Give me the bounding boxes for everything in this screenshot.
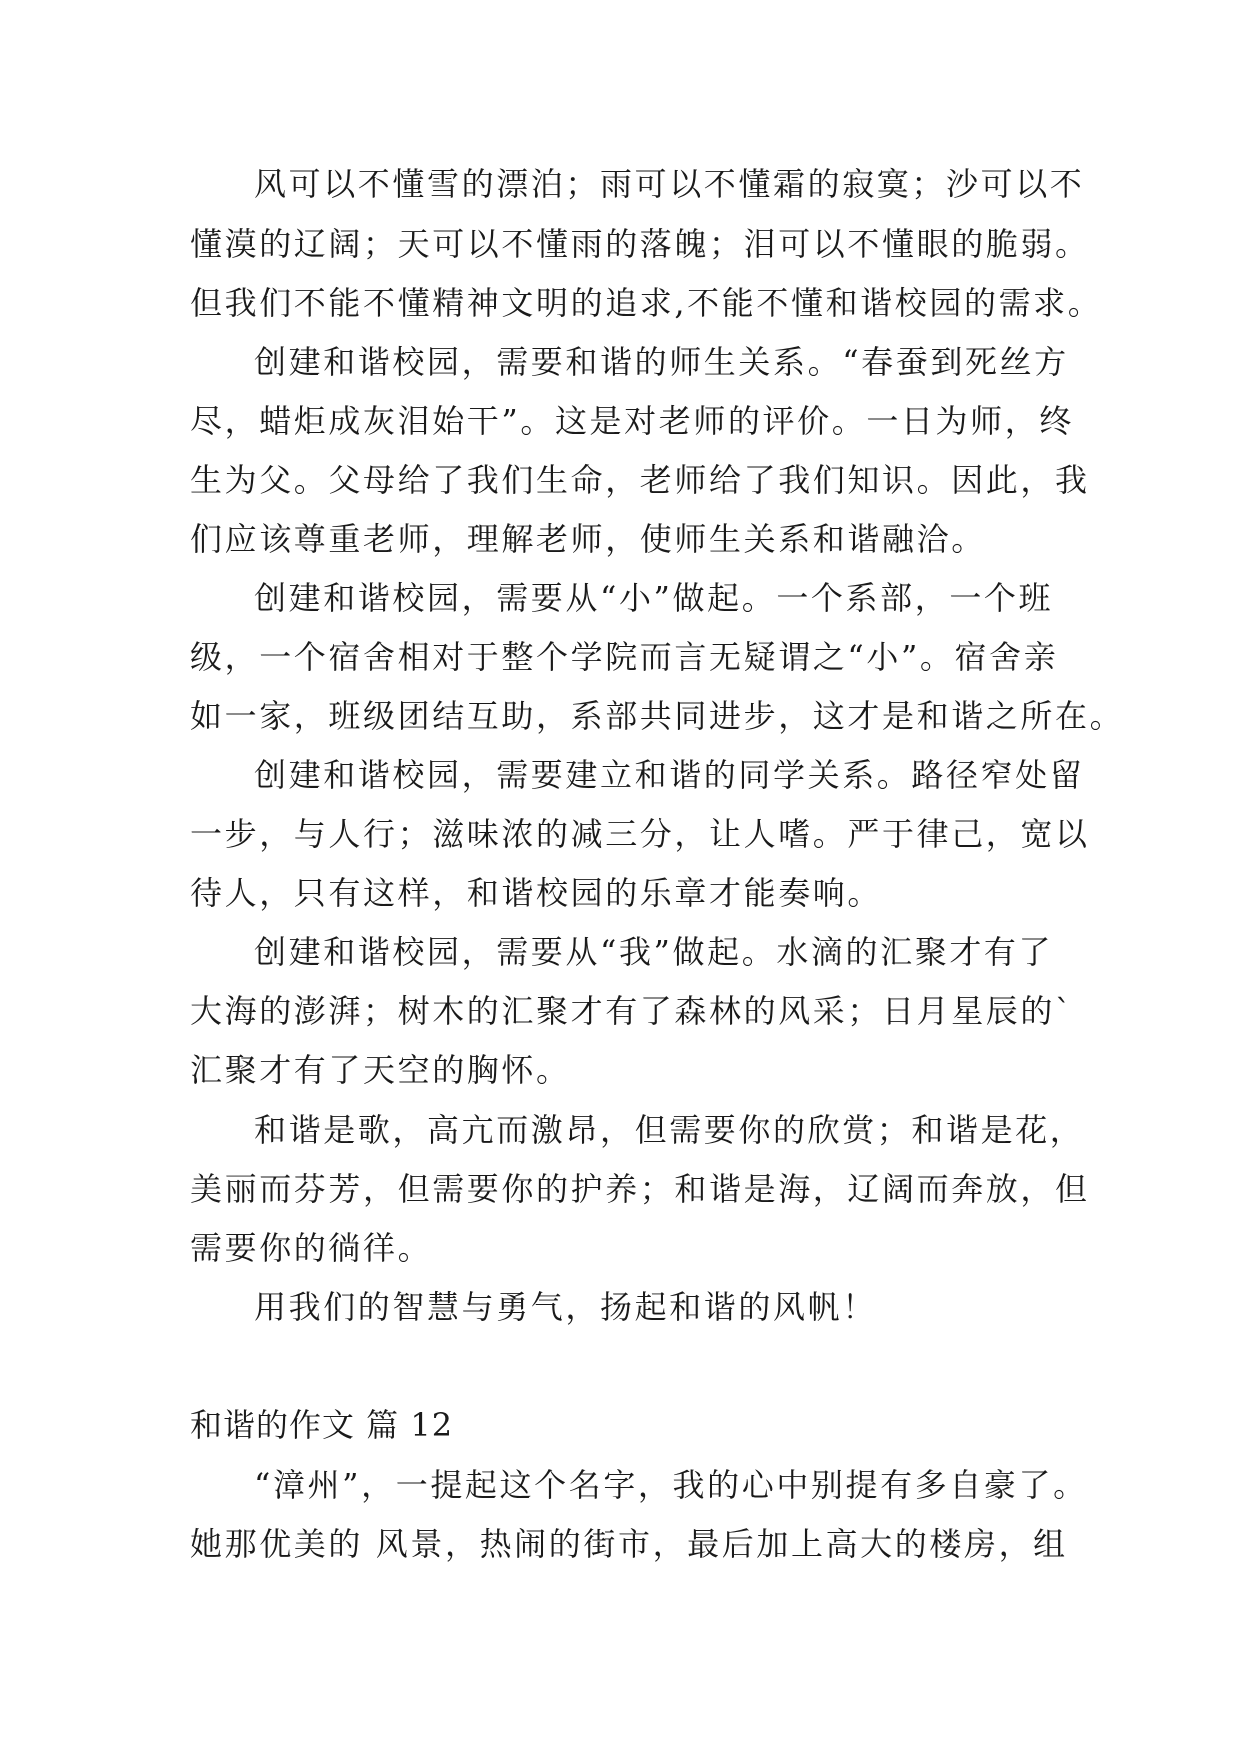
paragraph-line: 需要你的徜徉。 [190, 1229, 433, 1267]
paragraph-line: 懂漠的辽阔；天可以不懂雨的落魄；泪可以不懂眼的脆弱。 [190, 225, 1090, 263]
paragraph-line: 待人，只有这样，和谐校园的乐章才能奏响。 [190, 874, 883, 912]
paragraph-line: 级，一个宿舍相对于整个学院而言无疑谓之“小”。宿舍亲 [190, 638, 1059, 676]
paragraph-line: 风可以不懂雪的漂泊；雨可以不懂霜的寂寞；沙可以不 [254, 165, 1085, 203]
paragraph-line: 创建和谐校园，需要从“小”做起。一个系部，一个班 [254, 579, 1054, 617]
paragraph-line: 和谐是歌，高亢而激昂，但需要你的欣赏；和谐是花， [254, 1111, 1085, 1149]
paragraph-line: 创建和谐校园，需要建立和谐的同学关系。路径窄处留 [254, 756, 1085, 794]
paragraph-line: 用我们的智慧与勇气，扬起和谐的风帆！ [254, 1288, 877, 1326]
paragraph-line: “漳州”，一提起这个名字，我的心中别提有多自豪了。 [254, 1466, 1088, 1504]
paragraph-line: 如一家，班级团结互助，系部共同进步，这才是和谐之所在。 [190, 697, 1125, 735]
paragraph-line: 她那优美的 风景，热闹的街市，最后加上高大的楼房，组 [190, 1525, 1068, 1563]
paragraph-line: 一步，与人行；滋味浓的减三分，让人嗜。严于律己，宽以 [190, 815, 1090, 853]
paragraph-line: 创建和谐校园，需要从“我”做起。水滴的汇聚才有了 [254, 933, 1054, 971]
paragraph-line: 但我们不能不懂精神文明的追求,不能不懂和谐校园的需求。 [190, 284, 1103, 322]
section-heading: 和谐的作文 篇 12 [190, 1406, 454, 1444]
paragraph-line: 大海的澎湃；树木的汇聚才有了森林的风采；日月星辰的` [190, 992, 1074, 1030]
paragraph-line: 生为父。父母给了我们生命，老师给了我们知识。因此，我 [190, 461, 1090, 499]
paragraph-line: 尽，蜡炬成灰泪始干”。这是对老师的评价。一日为师，终 [190, 402, 1074, 440]
paragraph-line: 们应该尊重老师，理解老师，使师生关系和谐融洽。 [190, 520, 986, 558]
paragraph-line: 创建和谐校园，需要和谐的师生关系。“春蚕到死丝方 [254, 343, 1069, 381]
paragraph-line: 美丽而芬芳，但需要你的护养；和谐是海，辽阔而奔放，但 [190, 1170, 1090, 1208]
paragraph-line: 汇聚才有了天空的胸怀。 [190, 1051, 571, 1089]
